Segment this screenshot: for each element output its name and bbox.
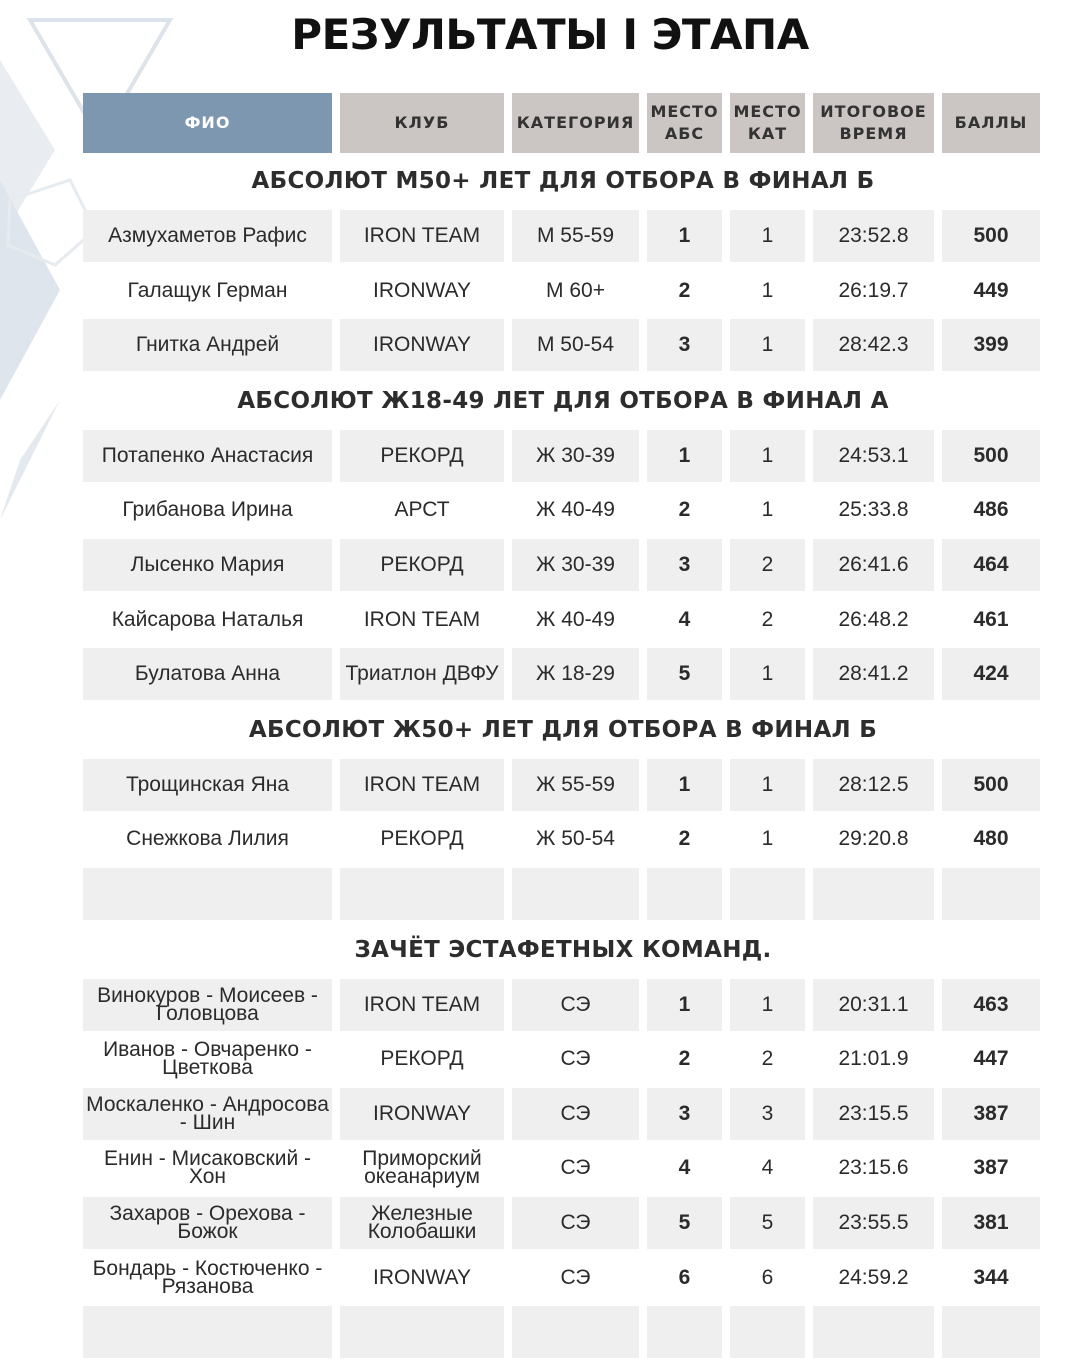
cell-points: 387 [973, 1156, 1009, 1180]
cell-place-cat: 1 [761, 827, 774, 851]
cell-time: 23:52.8 [813, 210, 934, 262]
cell-club: АРСТ [394, 498, 450, 522]
cell-category: СЭ [560, 1047, 591, 1071]
cell-club: IRON TEAM [340, 210, 504, 262]
section-title: АБСОЛЮТ Ж18-49 ЛЕТ ДЛЯ ОТБОРА В ФИНАЛ А [237, 387, 889, 414]
cell-category: Ж 50-54 [536, 827, 615, 851]
cell-category: М 60+ [546, 278, 605, 302]
cell-time: 29:20.8 [838, 827, 909, 851]
cell-club: РЕКОРД [380, 827, 464, 851]
cell-club: IRONWAY [373, 278, 471, 302]
cell-place-cat: 1 [761, 278, 774, 302]
cell-place-abs: 4 [678, 1156, 691, 1180]
cell-place-cat: 2 [761, 1047, 774, 1071]
empty-cell [813, 868, 934, 920]
table-row [83, 538, 1043, 593]
cell-points: 399 [942, 319, 1040, 371]
cell-place-cat: 1 [730, 979, 805, 1031]
cell-place-cat: 1 [730, 210, 805, 262]
cell-place-abs: 1 [647, 210, 722, 262]
cell-place-abs: 3 [647, 319, 722, 371]
cell-place-cat: 2 [730, 539, 805, 591]
cell-place-cat: 5 [730, 1197, 805, 1249]
cell-time: 26:48.2 [838, 607, 909, 631]
cell-category: СЭ [560, 1156, 591, 1180]
cell-name: Винокуров - Моисеев - Головцова [83, 979, 332, 1031]
table-row [83, 1251, 1043, 1306]
header-place-abs: МЕСТО АБС [647, 93, 722, 153]
cell-category: Ж 40-49 [536, 498, 615, 522]
cell-club: IRON TEAM [340, 979, 504, 1031]
header-points: БАЛЛЫ [942, 93, 1040, 153]
cell-time: 25:33.8 [838, 498, 909, 522]
cell-place-abs: 6 [678, 1265, 691, 1289]
empty-cell [730, 1306, 805, 1358]
cell-club: IRONWAY [340, 1088, 504, 1140]
cell-place-cat: 1 [730, 648, 805, 700]
cell-place-abs: 2 [678, 498, 691, 522]
cell-name: Москаленко - Андросова - Шин [83, 1088, 332, 1140]
cell-category: М 55-59 [512, 210, 639, 262]
cell-place-cat: 2 [761, 607, 774, 631]
section-title: АБСОЛЮТ М50+ ЛЕТ ДЛЯ ОТБОРА В ФИНАЛ Б [251, 168, 875, 194]
header-club: КЛУБ [340, 93, 504, 153]
cell-time: 26:19.7 [838, 278, 909, 302]
cell-place-cat: 4 [761, 1156, 774, 1180]
table-row [83, 209, 1043, 264]
cell-place-abs: 1 [647, 759, 722, 811]
empty-cell [512, 1306, 639, 1358]
cell-name: Галащук Герман [127, 278, 288, 302]
cell-place-abs: 1 [647, 430, 722, 482]
cell-place-abs: 4 [678, 607, 691, 631]
header-category: КАТЕГОРИЯ [512, 93, 639, 153]
cell-name: Гнитка Андрей [83, 319, 332, 371]
cell-time: 24:59.2 [838, 1265, 909, 1289]
cell-category: М 50-54 [512, 319, 639, 371]
table-row [83, 1141, 1043, 1196]
cell-name: Енин - Мисаковский - Хон [104, 1147, 311, 1189]
results-table [83, 93, 1043, 1360]
cell-place-abs: 1 [647, 979, 722, 1031]
cell-category: СЭ [512, 1088, 639, 1140]
cell-place-cat: 1 [730, 759, 805, 811]
cell-points: 500 [942, 759, 1040, 811]
cell-place-cat: 1 [761, 498, 774, 522]
table-row [83, 647, 1043, 702]
empty-cell [340, 868, 504, 920]
cell-name: Трощинская Яна [83, 759, 332, 811]
empty-row [83, 867, 1043, 922]
cell-category: СЭ [512, 979, 639, 1031]
section-title: АБСОЛЮТ Ж50+ ЛЕТ ДЛЯ ОТБОРА В ФИНАЛ Б [248, 716, 878, 743]
cell-club: IRONWAY [373, 1265, 471, 1289]
cell-name: Булатова Анна [83, 648, 332, 700]
empty-cell [83, 1306, 332, 1358]
cell-place-abs: 2 [678, 827, 691, 851]
cell-points: 387 [942, 1088, 1040, 1140]
header-name: ФИО [83, 93, 332, 153]
cell-name: Потапенко Анастасия [83, 430, 332, 482]
cell-time: 23:15.6 [838, 1156, 909, 1180]
cell-place-abs: 5 [647, 1197, 722, 1249]
empty-cell [340, 1306, 504, 1358]
table-row [83, 1087, 1043, 1142]
cell-points: 449 [973, 278, 1009, 302]
cell-club: РЕКОРД [380, 1047, 464, 1071]
cell-place-abs: 3 [647, 1088, 722, 1140]
cell-time: 21:01.9 [838, 1047, 909, 1071]
cell-club: IRON TEAM [340, 759, 504, 811]
cell-name: Кайсарова Наталья [111, 607, 304, 631]
cell-name: Грибанова Ирина [122, 498, 293, 522]
cell-club: IRON TEAM [363, 607, 481, 631]
cell-points: 500 [942, 430, 1040, 482]
section-title: ЗАЧЁТ ЭСТАФЕТНЫХ КОМАНД. [354, 936, 772, 963]
cell-points: 344 [973, 1265, 1009, 1289]
empty-cell [813, 1306, 934, 1358]
cell-category: СЭ [512, 1197, 639, 1249]
cell-points: 464 [942, 539, 1040, 591]
cell-name: Азмухаметов Рафис [83, 210, 332, 262]
cell-place-abs: 2 [678, 278, 691, 302]
cell-points: 447 [973, 1047, 1009, 1071]
cell-points: 500 [942, 210, 1040, 262]
cell-place-abs: 5 [647, 648, 722, 700]
cell-time: 24:53.1 [813, 430, 934, 482]
cell-category: Ж 40-49 [536, 607, 615, 631]
empty-cell [647, 868, 722, 920]
cell-name: Захаров - Орехова - Божок [83, 1197, 332, 1249]
cell-category: Ж 18-29 [512, 648, 639, 700]
cell-time: 23:55.5 [813, 1197, 934, 1249]
cell-points: 461 [973, 607, 1009, 631]
cell-points: 424 [942, 648, 1040, 700]
cell-category: Ж 30-39 [512, 430, 639, 482]
table-row [83, 812, 1043, 867]
cell-points: 463 [942, 979, 1040, 1031]
empty-cell [83, 868, 332, 920]
empty-cell [730, 868, 805, 920]
page-title: РЕЗУЛЬТАТЫ I ЭТАПА [291, 10, 809, 59]
table-header [83, 93, 1043, 153]
cell-time: 26:41.6 [813, 539, 934, 591]
cell-category: Ж 30-39 [512, 539, 639, 591]
cell-time: 28:41.2 [813, 648, 934, 700]
cell-club: Железные Колобашки [340, 1197, 504, 1249]
cell-time: 23:15.5 [813, 1088, 934, 1140]
table-row [83, 978, 1043, 1033]
header-total-time: ИТОГОВОЕ ВРЕМЯ [813, 93, 934, 153]
cell-club: IRONWAY [340, 319, 504, 371]
cell-place-cat: 1 [730, 319, 805, 371]
cell-points: 486 [973, 498, 1009, 522]
cell-time: 28:12.5 [813, 759, 934, 811]
cell-time: 28:42.3 [813, 319, 934, 371]
empty-row [83, 1305, 1043, 1360]
cell-name: Снежкова Лилия [126, 827, 289, 851]
cell-name: Бондарь - Костюченко - Рязанова [92, 1256, 323, 1298]
empty-cell [512, 868, 639, 920]
cell-club: Приморский океанариум [362, 1147, 482, 1189]
cell-place-abs: 3 [647, 539, 722, 591]
empty-cell [647, 1306, 722, 1358]
cell-club: Триатлон ДВФУ [340, 648, 504, 700]
table-row [83, 483, 1043, 538]
cell-points: 480 [973, 827, 1009, 851]
table-row [83, 318, 1043, 373]
cell-club: РЕКОРД [340, 430, 504, 482]
cell-time: 20:31.1 [813, 979, 934, 1031]
table-row [83, 1032, 1043, 1087]
table-row [83, 758, 1043, 813]
table-row [83, 429, 1043, 484]
cell-place-abs: 2 [678, 1047, 691, 1071]
cell-name: Лысенко Мария [83, 539, 332, 591]
cell-points: 381 [942, 1197, 1040, 1249]
cell-name: Иванов - Овчаренко - Цветкова [103, 1038, 312, 1080]
table-row [83, 593, 1043, 648]
cell-category: СЭ [560, 1265, 591, 1289]
table-row [83, 1196, 1043, 1251]
empty-cell [942, 1306, 1040, 1358]
cell-place-cat: 3 [730, 1088, 805, 1140]
cell-club: РЕКОРД [340, 539, 504, 591]
cell-place-cat: 6 [761, 1265, 774, 1289]
cell-category: Ж 55-59 [512, 759, 639, 811]
empty-cell [942, 868, 1040, 920]
table-row [83, 264, 1043, 319]
header-place-cat: МЕСТО КАТ [730, 93, 805, 153]
cell-place-cat: 1 [730, 430, 805, 482]
